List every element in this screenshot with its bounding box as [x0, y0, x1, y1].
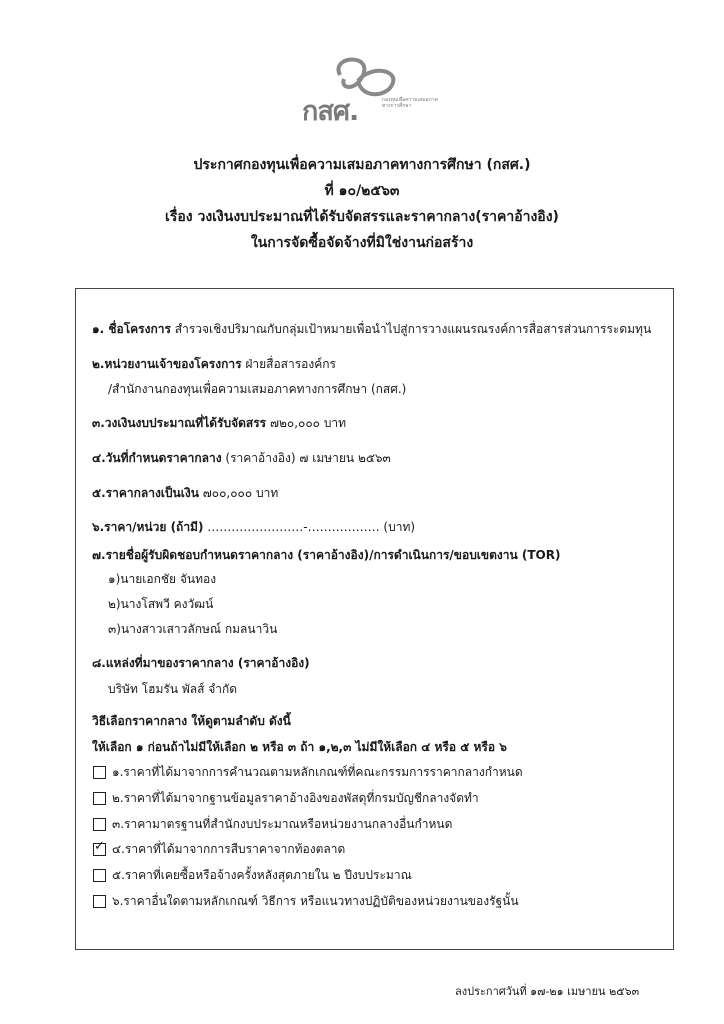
- date-label: ๔.วันที่กำหนดราคากลาง: [92, 451, 222, 465]
- header-line-4: ในการจัดซื้อจัดจ้างที่มิใช่งานก่อสร้าง: [250, 235, 474, 251]
- agency-row: [92, 355, 336, 374]
- agency-label: ๒.หน่วยงานเจ้าของโครงการ: [92, 357, 242, 371]
- header-line-2: ที่ ๑๐/๒๕๖๓: [324, 183, 400, 199]
- median-price-label: ๕.ราคากลางเป็นเงิน: [92, 486, 199, 500]
- source-row: [92, 654, 310, 673]
- committee-label: ๗.รายชื่อผู้รับผิดชอบกำหนดราคากลาง (ราคาอ้างอิง)/การดำเนินการ/ขอบเขตงาน (TOR): [92, 548, 561, 562]
- organization-logo: [300, 55, 470, 127]
- price-option-4[interactable]: [93, 840, 345, 859]
- document-header: [0, 152, 724, 256]
- price-option-6[interactable]: [93, 892, 519, 911]
- price-option-3[interactable]: [93, 815, 452, 834]
- price-option-1[interactable]: [93, 763, 523, 782]
- unit-price-label: ๖.ราคา/หน่วย (ถ้ามี): [92, 520, 204, 534]
- committee-member: ๑)นายเอกชัย จันทอง: [108, 572, 217, 586]
- median-price-row: [92, 484, 278, 503]
- committee-member: ๒)นางโสพวี คงวัฒน์: [108, 597, 214, 611]
- budget-value: ๗๒๐,๐๐๐ บาท: [266, 416, 347, 430]
- header-line-3: เรื่อง วงเงินงบประมาณที่ได้รับจัดสรรและราคากลาง(ราคาอ้างอิง): [165, 209, 559, 225]
- option-label: ๒.ราคาที่ได้มาจากฐานข้อมูลราคาอ้างอิงของพัสดุที่กรมบัญชีกลางจัดทำ: [112, 791, 479, 805]
- logo-text: กสศ.: [302, 96, 359, 127]
- option-label: ๖.ราคาอื่นใดตามหลักเกณฑ์ วิธีการ หรือแนวทางปฏิบัติของหน่วยงานของรัฐนั้น: [112, 894, 519, 908]
- option-checkbox[interactable]: [93, 895, 106, 908]
- option-label: ๑.ราคาที่ได้มาจากการคำนวณตามหลักเกณฑ์ที่คณะกรรมการราคากลางกำหนด: [112, 765, 523, 779]
- date-value: (ราคาอ้างอิง) ๗ เมษายน ๒๕๖๓: [221, 451, 391, 465]
- selection-instruction: ให้เลือก ๑ ก่อนถ้าไม่มีให้เลือก ๒ หรือ ๓ ถ้า ๑,๒,๓ ไม่มีให้เลือก ๔ หรือ ๕ หรือ ๖: [92, 740, 507, 754]
- selection-title: วิธีเลือกราคากลาง ให้ดูตามลำดับ ดังนี้: [92, 714, 291, 728]
- price-option-5[interactable]: [93, 866, 412, 885]
- project-value: สำรวจเชิงปริมาณกับกลุ่มเป้าหมายเพื่อนำไปสู่การวางแผนรณรงค์การสื่อสารส่วนการระดมทุน: [170, 322, 652, 336]
- option-checkbox[interactable]: [93, 766, 106, 779]
- committee-row: [92, 546, 560, 565]
- agency-value: ฝ่ายสื่อสารองค์กร: [241, 357, 336, 371]
- project-row: [92, 320, 651, 339]
- announcement-date: ลงประกาศวันที่ ๑๗-๒๑ เมษายน ๒๕๖๓: [455, 985, 640, 998]
- header-line-1: ประกาศกองทุนเพื่อความเสมอภาคทางการศึกษา (กสศ.): [193, 157, 531, 173]
- price-option-2[interactable]: [93, 789, 479, 808]
- committee-member: ๓)นางสาวเสาวลักษณ์ กมลนาวิน: [108, 622, 278, 636]
- median-price-value: ๗๐๐,๐๐๐ บาท: [198, 486, 279, 500]
- option-label: ๕.ราคาที่เคยซื้อหรือจ้างครั้งหลังสุดภายใน ๒ ปีงบประมาณ: [112, 868, 412, 882]
- option-checkbox[interactable]: [93, 869, 106, 882]
- source-value: บริษัท โฮมรัน พัลส์ จำกัด: [108, 682, 238, 696]
- date-row: [92, 449, 391, 468]
- budget-label: ๓.วงเงินงบประมาณที่ได้รับจัดสรร: [92, 416, 267, 430]
- option-checkbox-checked[interactable]: [93, 843, 106, 856]
- option-checkbox[interactable]: [93, 792, 106, 805]
- option-label: ๔.ราคาที่ได้มาจากการสืบราคาจากท้องตลาด: [112, 842, 346, 856]
- option-checkbox[interactable]: [93, 818, 106, 831]
- source-label: ๘.แหล่งที่มาของราคากลาง (ราคาอ้างอิง): [92, 656, 310, 670]
- option-label: ๓.ราคามาตรฐานที่สำนักงบประมาณหรือหน่วยงานกลางอื่นกำหนด: [112, 817, 453, 831]
- agency-row-2: /สำนักงานกองทุนเพื่อความเสมอภาคทางการศึกษา (กสศ.): [108, 382, 407, 396]
- project-label: ๑. ชื่อโครงการ: [92, 322, 171, 336]
- unit-price-value: ……………………-……………… (บาท): [203, 520, 416, 534]
- budget-row: [92, 414, 346, 433]
- unit-price-row: [92, 518, 415, 537]
- logo-subtitle: กองทุนเพื่อความเสมอภาคทางการศึกษา: [382, 97, 438, 109]
